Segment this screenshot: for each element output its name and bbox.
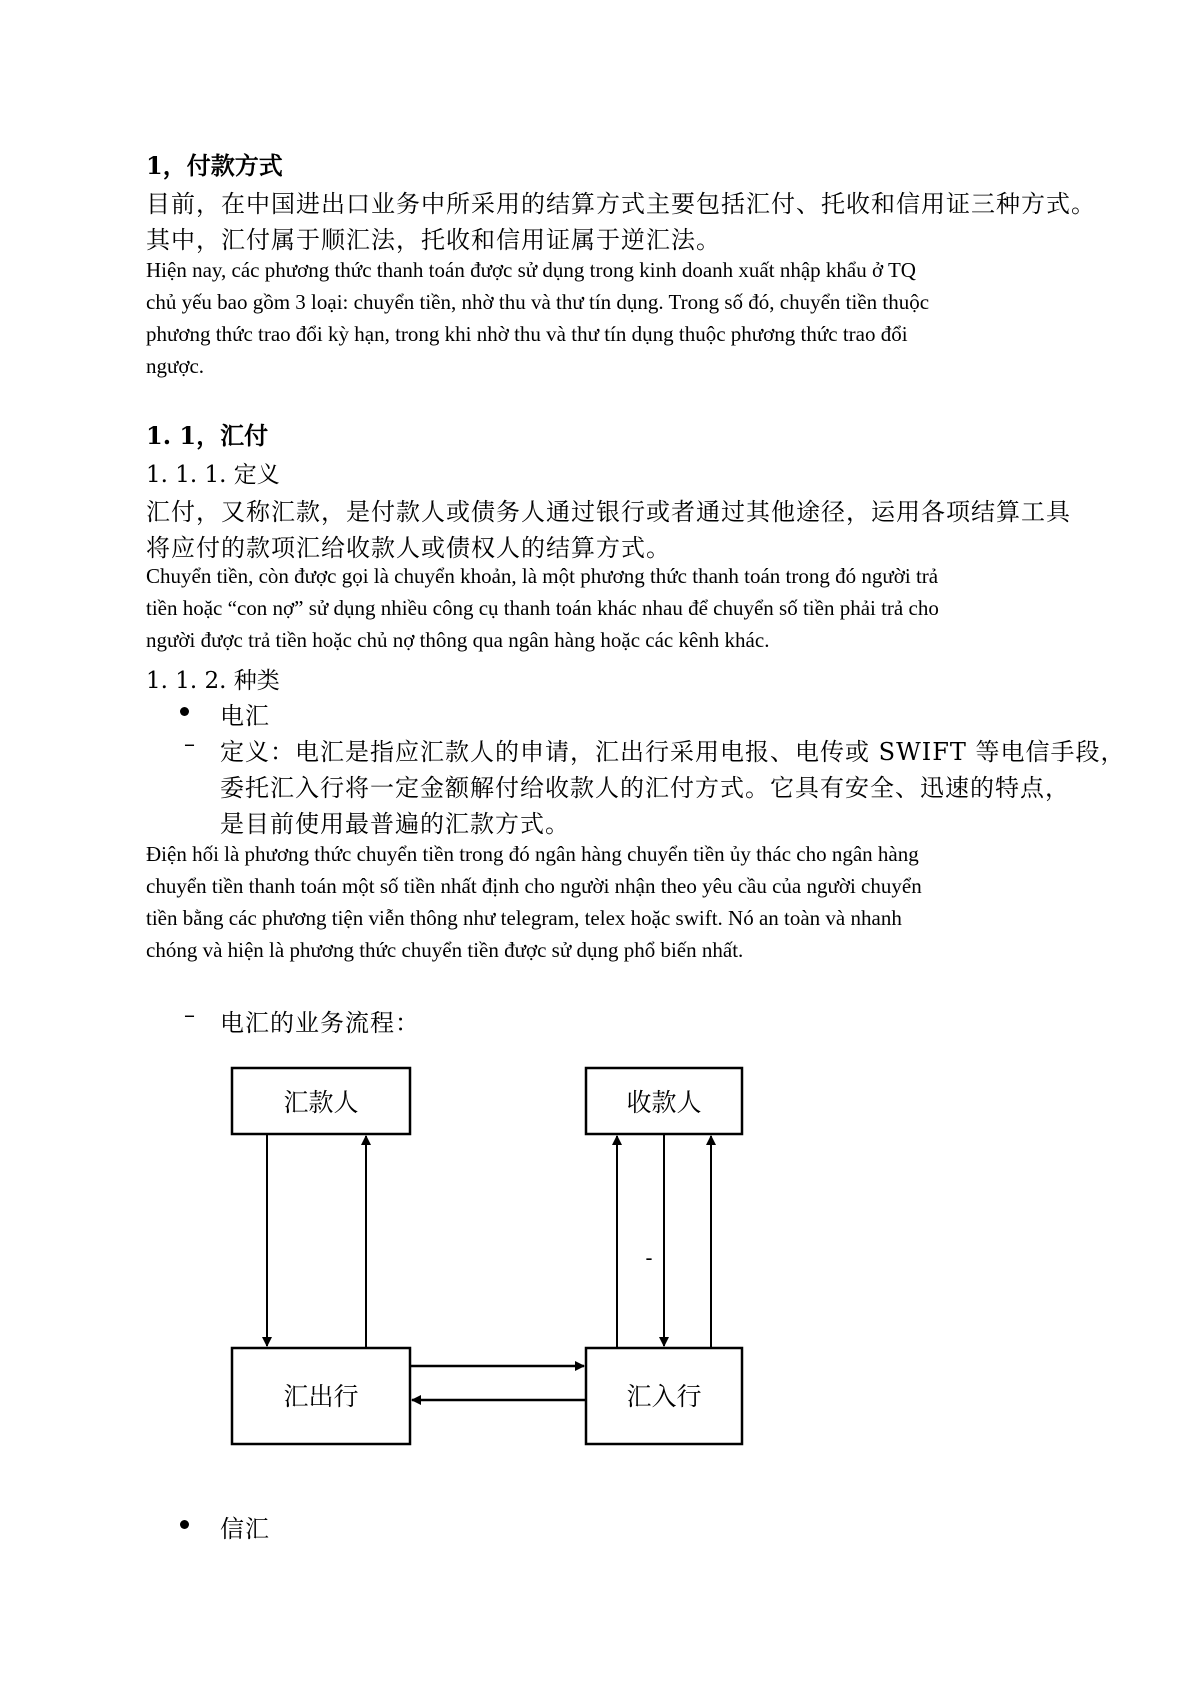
section-heading-payment-methods: 1，付款方式	[146, 151, 283, 180]
subsection-heading-types: 1. 1. 2. 种类	[146, 668, 280, 694]
flow-label: 电汇的业务流程：	[220, 1009, 420, 1037]
bullet-icon	[180, 1520, 189, 1529]
payee-label: 收款人	[626, 1088, 702, 1117]
diagram-mark: -	[645, 1246, 653, 1270]
paragraph-zh: 其中，汇付属于顺汇法，托收和信用证属于逆汇法。	[146, 226, 721, 254]
paragraph-vn: phương thức trao đổi kỳ hạn, trong khi nhờ thu và thư tín dụng thuộc phương thức trao đổi	[146, 322, 908, 346]
definition-line: 委托汇入行将一定金额解付给收款人的汇付方式。它具有安全、迅速的特点，	[220, 774, 1070, 802]
dash-marker: –	[184, 732, 195, 757]
paragraph-vn: Hiện nay, các phương thức thanh toán được sử dụng trong kinh doanh xuất nhập khẩu ở TQ	[146, 258, 916, 282]
paragraph-vn: Chuyển tiền, còn được gọi là chuyển khoản, là một phương thức thanh toán trong đó người trả	[146, 564, 939, 588]
paragraph-vn: người được trả tiền hoặc chủ nợ thông qua ngân hàng hoặc các kênh khác.	[146, 628, 770, 652]
bullet-item-telegraphic-transfer: 电汇	[220, 702, 270, 730]
section-heading-remittance: 1. 1，汇付	[146, 421, 269, 450]
bullet-item-mail-transfer: 信汇	[220, 1515, 270, 1543]
paragraph-vn: tiền hoặc “con nợ” sử dụng nhiều công cụ thanh toán khác nhau để chuyển số tiền phải trả cho	[146, 596, 939, 620]
paragraph-vn: chóng và hiện là phương thức chuyển tiền được sử dụng phổ biến nhất.	[146, 938, 744, 962]
definition-line: 是目前使用最普遍的汇款方式。	[220, 810, 570, 838]
paragraph-vn: chuyển tiền thanh toán một số tiền nhất định cho người nhận theo yêu cầu của người chuyển	[146, 874, 922, 898]
paragraph-zh: 目前，在中国进出口业务中所采用的结算方式主要包括汇付、托收和信用证三种方式。	[146, 190, 1096, 218]
remitter-label: 汇款人	[283, 1088, 359, 1117]
paragraph-vn: Điện hối là phương thức chuyển tiền trong đó ngân hàng chuyển tiền ủy thác cho ngân hàng	[146, 842, 919, 866]
paying-bank-label: 汇入行	[626, 1382, 702, 1411]
paragraph-vn: tiền bằng các phương tiện viễn thông như telegram, telex hoặc swift. Nó an toàn và nhanh	[146, 906, 902, 930]
remitting-bank-label: 汇出行	[283, 1382, 359, 1411]
subsection-heading-definition: 1. 1. 1. 定义	[146, 462, 280, 488]
paragraph-zh: 将应付的款项汇给收款人或债权人的结算方式。	[146, 534, 671, 562]
paragraph-vn: chủ yếu bao gồm 3 loại: chuyển tiền, nhờ thu và thư tín dụng. Trong số đó, chuyển tiền thuộc	[146, 290, 930, 314]
paragraph-vn: ngược.	[146, 354, 205, 378]
definition-line: 定义：电汇是指应汇款人的申请，汇出行采用电报、电传或 SWIFT 等电信手段，	[220, 738, 1126, 766]
paragraph-zh: 汇付，又称汇款，是付款人或债务人通过银行或者通过其他途径，运用各项结算工具	[146, 498, 1071, 526]
dash-marker: –	[184, 1003, 195, 1028]
